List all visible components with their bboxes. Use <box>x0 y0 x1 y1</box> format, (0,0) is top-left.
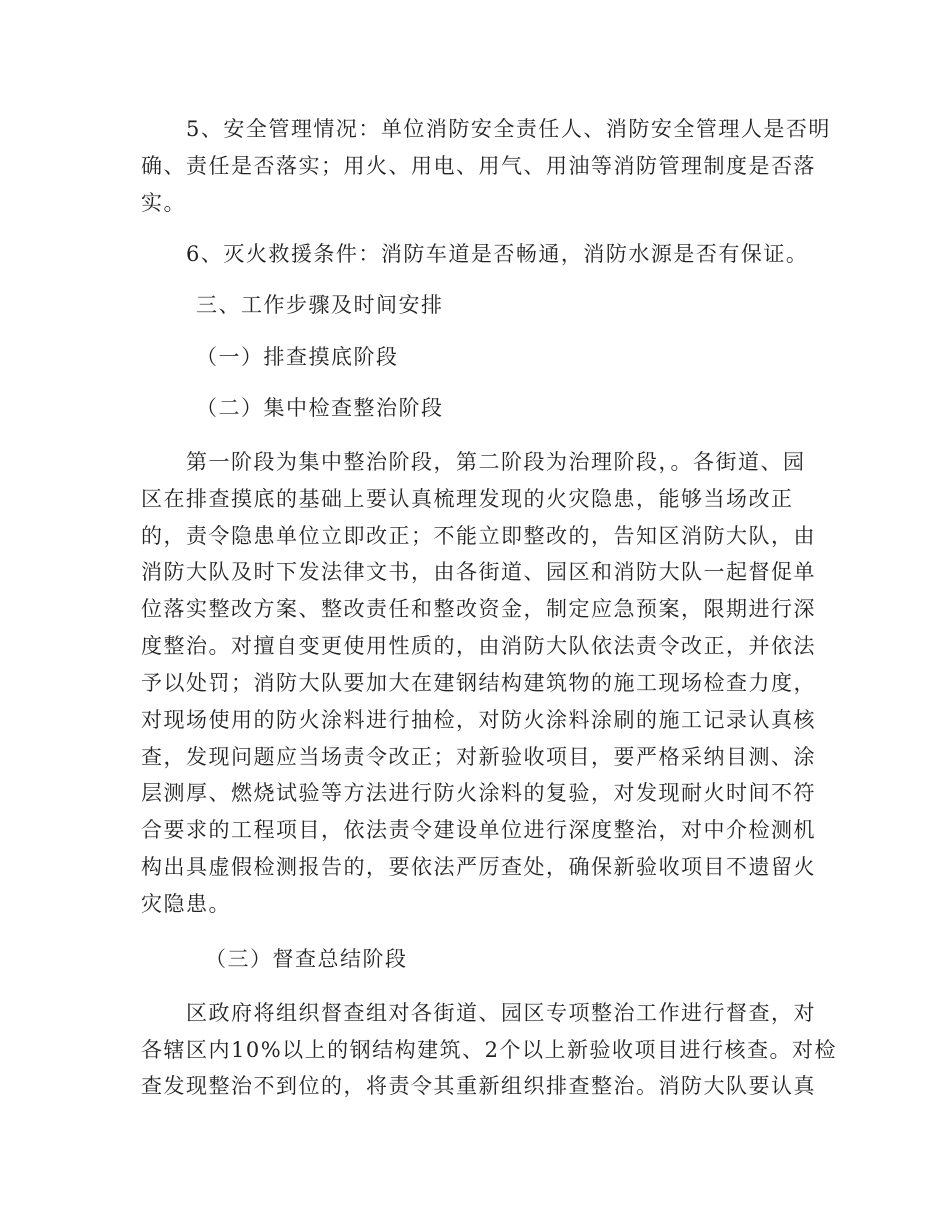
text-line: 实。 <box>141 191 186 215</box>
text-line: 各辖区内10%以上的钢结构建筑、2个以上新验收项目进行核查。对检 <box>141 1038 838 1062</box>
text-line: 第一阶段为集中整治阶段，第二阶段为治理阶段，。各街道、园 <box>186 450 806 474</box>
text-line: 的，责令隐患单位立即改正；不能立即整改的，告知区消防大队，由 <box>141 524 816 548</box>
text-line: 对现场使用的防火涂料进行抽检，对防火涂料涂刷的施工记录认真核 <box>141 708 816 732</box>
text-line: 查，发现问题应当场责令改正；对新验收项目，要严格采纳目测、涂 <box>141 745 816 769</box>
section-heading: 三、工作步骤及时间安排 <box>196 293 444 317</box>
text-line: 予以处罚；消防大队要加大在建钢结构建筑物的施工现场检查力度， <box>141 671 816 695</box>
text-line: 灾隐患。 <box>141 892 231 916</box>
text-line: 合要求的工程项目，依法责令建设单位进行深度整治，对中介检测机 <box>141 818 816 842</box>
text-line: 位落实整改方案、整改责任和整改资金，制定应急预案，限期进行深 <box>141 597 816 621</box>
text-line: 查发现整治不到位的，将责令其重新组织排查整治。消防大队要认真 <box>141 1074 816 1098</box>
text-line: 度整治。对擅自变更使用性质的，由消防大队依法责令改正，并依法 <box>141 634 816 658</box>
text-line: 层测厚、燃烧试验等方法进行防火涂料的复验，对发现耐火时间不符 <box>141 781 816 805</box>
text-line: 构出具虚假检测报告的，要依法严厉查处，确保新验收项目不遗留火 <box>141 855 816 879</box>
text-line: 5、安全管理情况：单位消防安全责任人、消防安全管理人是否明 <box>186 117 831 141</box>
subsection-heading: （一）排查摸底阶段 <box>196 345 399 369</box>
subsection-heading: （三）督查总结阶段 <box>205 947 408 971</box>
subsection-heading: （二）集中检查整治阶段 <box>196 396 444 420</box>
text-line: 区在排查摸底的基础上要认真梳理发现的火灾隐患，能够当场改正 <box>141 487 794 511</box>
text-line: 区政府将组织督查组对各街道、园区专项整治工作进行督查，对 <box>186 1001 816 1025</box>
text-line: 确、责任是否落实；用火、用电、用气、用油等消防管理制度是否落 <box>141 154 816 178</box>
text-line: 消防大队及时下发法律文书，由各街道、园区和消防大队一起督促单 <box>141 560 816 584</box>
text-line: 6、灭火救援条件：消防车道是否畅通，消防水源是否有保证。 <box>186 242 809 266</box>
